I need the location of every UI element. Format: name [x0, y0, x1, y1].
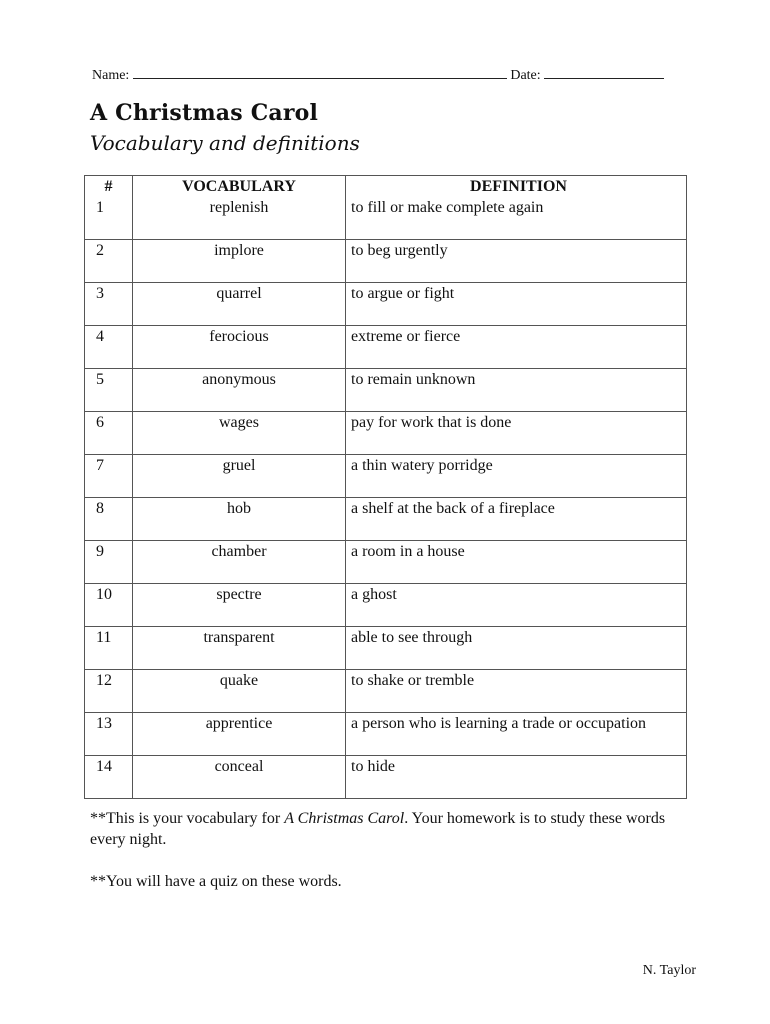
name-blank [133, 64, 507, 79]
vocabulary-word: wages [133, 412, 346, 455]
vocabulary-table [84, 175, 687, 799]
table-row [85, 412, 687, 455]
vocabulary-word: anonymous [133, 369, 346, 412]
row-number: 11 [85, 627, 133, 670]
date-blank [544, 64, 664, 79]
word-definition: able to see through [346, 627, 687, 670]
word-definition: a ghost [346, 584, 687, 627]
row-number: 8 [85, 498, 133, 541]
word-definition: pay for work that is done [346, 412, 687, 455]
row-number: 10 [85, 584, 133, 627]
table-row [85, 197, 687, 240]
word-definition: a person who is learning a trade or occupation [346, 713, 687, 756]
column-header-definition: DEFINITION [346, 176, 687, 198]
row-number: 13 [85, 713, 133, 756]
word-definition: extreme or fierce [346, 326, 687, 369]
author-name: N. Taylor [642, 963, 696, 978]
row-number: 3 [85, 283, 133, 326]
word-definition: to beg urgently [346, 240, 687, 283]
row-number: 7 [85, 455, 133, 498]
word-definition: a shelf at the back of a fireplace [346, 498, 687, 541]
homework-note-prefix: **This is your vocabulary for [90, 810, 285, 827]
vocabulary-word: apprentice [133, 713, 346, 756]
homework-note-suffix: . Your homework is to study these words every night. [90, 810, 666, 848]
column-header-number: # [85, 176, 133, 198]
vocabulary-word: chamber [133, 541, 346, 584]
page-subtitle: Vocabulary and definitions [90, 131, 360, 155]
table-row [85, 670, 687, 713]
vocabulary-word: conceal [133, 756, 346, 799]
table-row [85, 584, 687, 627]
page-title: A Christmas Carol [90, 100, 319, 126]
word-definition: a room in a house [346, 541, 687, 584]
column-header-vocabulary: VOCABULARY [133, 176, 346, 198]
word-definition: to shake or tremble [346, 670, 687, 713]
row-number: 2 [85, 240, 133, 283]
table-row [85, 369, 687, 412]
word-definition: a thin watery porridge [346, 455, 687, 498]
row-number: 12 [85, 670, 133, 713]
vocabulary-word: ferocious [133, 326, 346, 369]
table-row [85, 541, 687, 584]
vocabulary-word: implore [133, 240, 346, 283]
table-row [85, 713, 687, 756]
name-date-line [92, 64, 664, 84]
row-number: 1 [85, 197, 133, 240]
row-number: 14 [85, 756, 133, 799]
table-row [85, 240, 687, 283]
word-definition: to remain unknown [346, 369, 687, 412]
row-number: 5 [85, 369, 133, 412]
date-label: Date: [510, 68, 541, 83]
vocabulary-word: hob [133, 498, 346, 541]
row-number: 9 [85, 541, 133, 584]
homework-note-book: A Christmas Carol [284, 810, 405, 827]
vocabulary-word: spectre [133, 584, 346, 627]
table-row [85, 283, 687, 326]
vocabulary-word: transparent [133, 627, 346, 670]
table-row [85, 756, 687, 799]
notes [90, 808, 690, 913]
homework-note [90, 808, 690, 850]
table-header-row [85, 176, 687, 198]
vocabulary-word: replenish [133, 197, 346, 240]
table-row [85, 627, 687, 670]
table-row [85, 326, 687, 369]
vocabulary-word: quarrel [133, 283, 346, 326]
vocabulary-word: gruel [133, 455, 346, 498]
word-definition: to argue or fight [346, 283, 687, 326]
quiz-note: **You will have a quiz on these words. [90, 873, 342, 890]
word-definition: to fill or make complete again [346, 197, 687, 240]
table-row [85, 498, 687, 541]
row-number: 4 [85, 326, 133, 369]
vocabulary-word: quake [133, 670, 346, 713]
word-definition: to hide [346, 756, 687, 799]
table-row [85, 455, 687, 498]
name-label: Name: [92, 68, 130, 83]
row-number: 6 [85, 412, 133, 455]
